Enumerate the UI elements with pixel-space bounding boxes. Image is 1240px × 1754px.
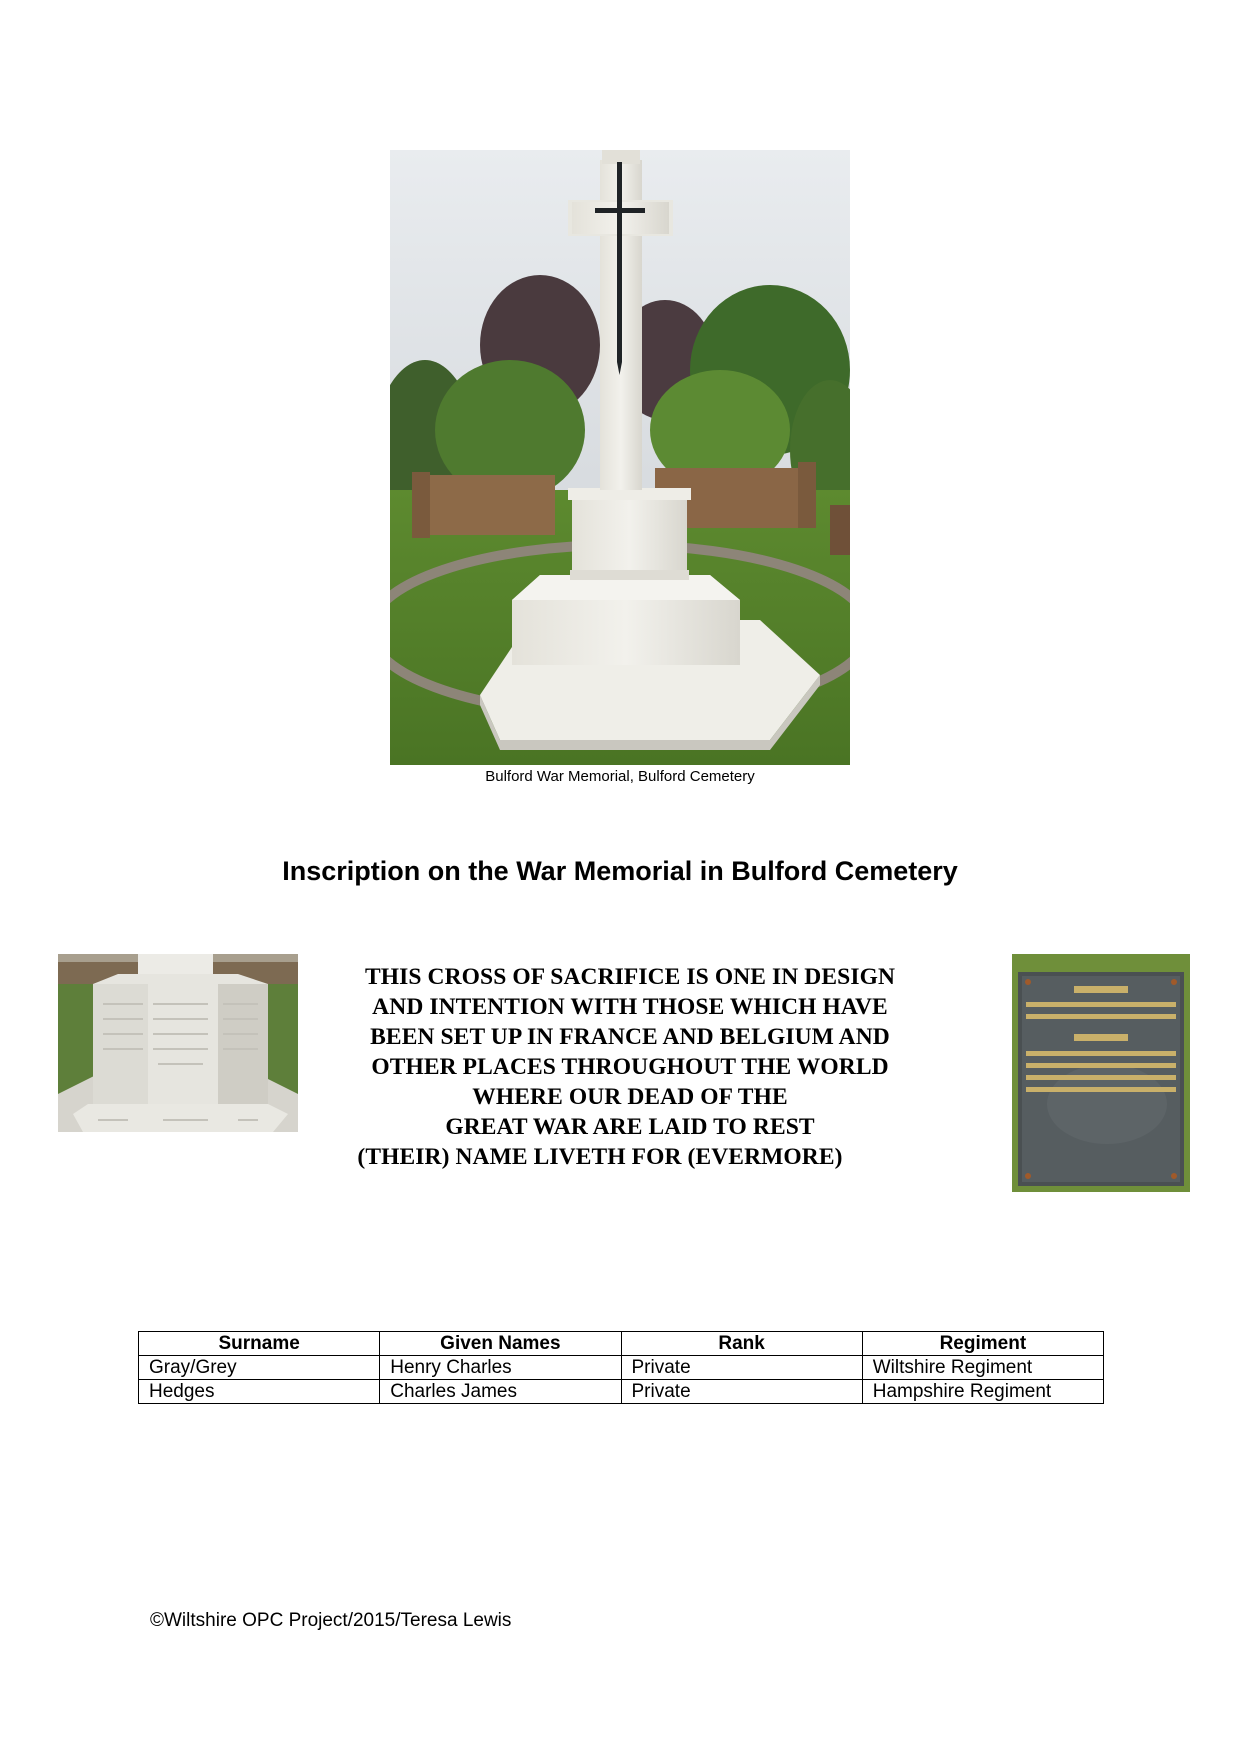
table-row — [139, 1356, 1104, 1380]
memorial-photo — [390, 150, 850, 765]
inscription-line: (THEIR) NAME LIVETH FOR (EVERMORE) — [357, 1144, 843, 1170]
inscription-line: BEEN SET UP IN FRANCE AND BELGIUM AND — [370, 1024, 890, 1050]
inscription-line: GREAT WAR ARE LAID TO REST — [445, 1114, 815, 1140]
inscription-line: THIS CROSS OF SACRIFICE IS ONE IN DESIGN — [364, 964, 896, 990]
names-table — [138, 1331, 1104, 1404]
plaque-photo — [1012, 954, 1190, 1192]
table-cell: Charles James — [380, 1380, 621, 1404]
table-header-row — [139, 1332, 1104, 1356]
inscription-text — [340, 962, 920, 1172]
table-cell: Private — [621, 1356, 862, 1380]
column-header: Regiment — [862, 1332, 1103, 1356]
table-cell: Hampshire Regiment — [862, 1380, 1103, 1404]
plinth-photo — [58, 954, 298, 1132]
column-header: Given Names — [380, 1332, 621, 1356]
copyright-footer: ©Wiltshire OPC Project/2015/Teresa Lewis — [150, 1610, 512, 1631]
inscription-line: WHERE OUR DEAD OF THE — [472, 1084, 788, 1110]
column-header: Surname — [139, 1332, 380, 1356]
table-cell: Henry Charles — [380, 1356, 621, 1380]
page-title: Inscription on the War Memorial in Bulford Cemetery — [282, 856, 958, 886]
table-cell: Gray/Grey — [139, 1356, 380, 1380]
table-cell: Private — [621, 1380, 862, 1404]
table-cell: Wiltshire Regiment — [862, 1356, 1103, 1380]
inscription-line: OTHER PLACES THROUGHOUT THE WORLD — [371, 1054, 889, 1080]
inscription-line: AND INTENTION WITH THOSE WHICH HAVE — [372, 994, 888, 1020]
table-row — [139, 1380, 1104, 1404]
column-header: Rank — [621, 1332, 862, 1356]
table-cell: Hedges — [139, 1380, 380, 1404]
photo-caption: Bulford War Memorial, Bulford Cemetery — [485, 768, 755, 785]
